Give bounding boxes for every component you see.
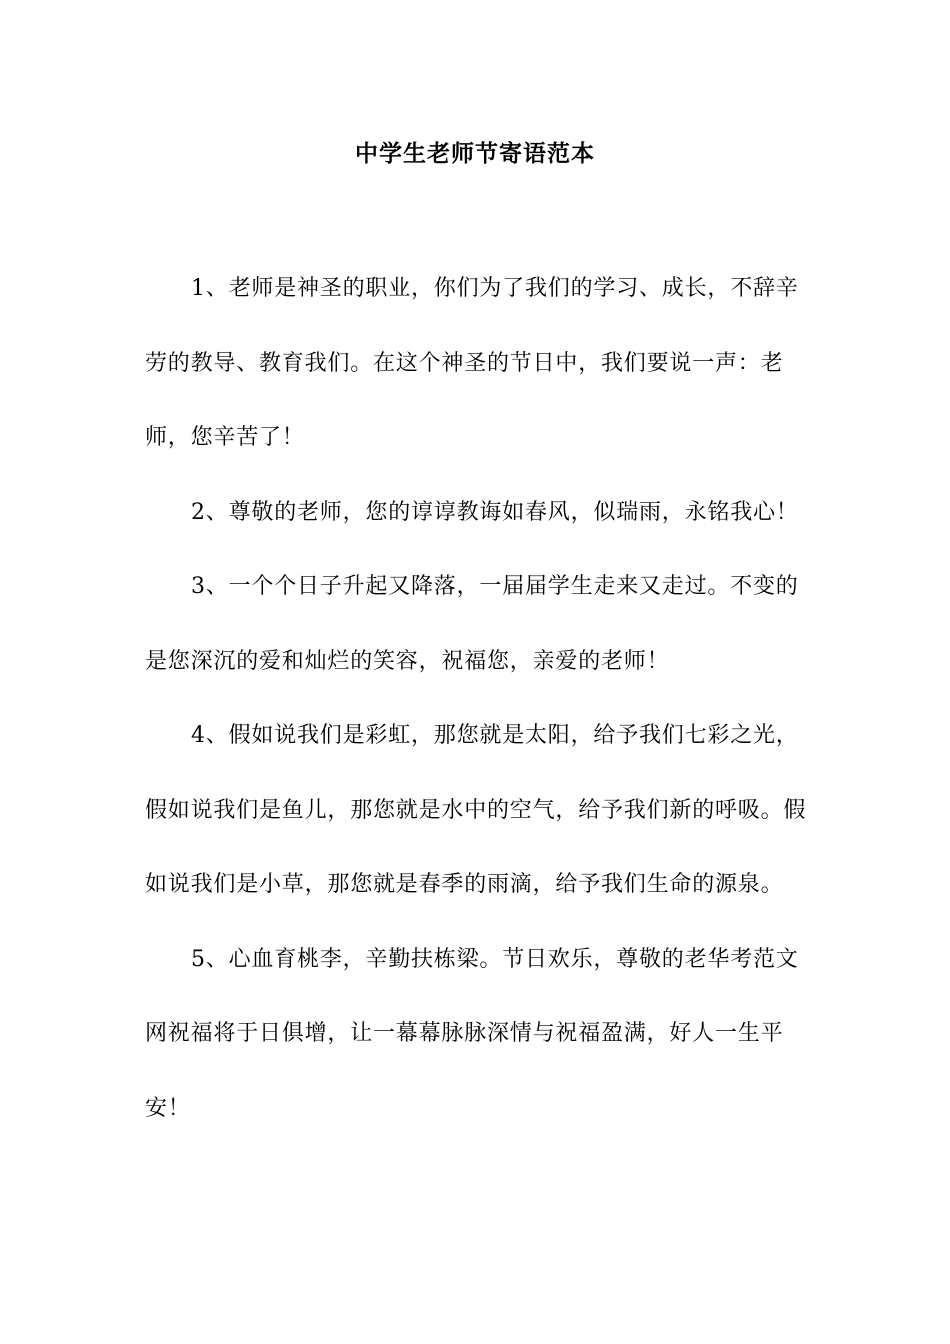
paragraph-3: 3、一个个日子升起又降落，一届届学生走来又走过。不变的是您深沉的爱和灿烂的笑容，祝福您，亲爱的老师！: [145, 574, 799, 674]
document-title: 中学生老师节寄语范本: [355, 140, 595, 167]
paragraph-1: 1、老师是神圣的职业，你们为了我们的学习、成长，不辞辛劳的教导、教育我们。在这个神圣的节日中，我们要说一声：老师，您辛苦了！: [145, 276, 799, 450]
paragraph-2: 2、尊敬的老师，您的谆谆教诲如春风，似瑞雨，永铭我心！: [191, 499, 799, 525]
paragraph-5: 5、心血育桃李，辛勤扶栋梁。节日欢乐，尊敬的老华考范文网祝福将于日俱增，让一幕幕脉脉深情与祝福盈满，好人一生平安！: [145, 946, 799, 1121]
paragraph-4: 4、假如说我们是彩虹，那您就是太阳，给予我们七彩之光，假如说我们是鱼儿，那您就是水中的空气，给予我们新的呼吸。假如说我们是小草，那您就是春季的雨滴，给予我们生命的源泉。: [145, 723, 807, 897]
document-body: [145, 252, 807, 1146]
